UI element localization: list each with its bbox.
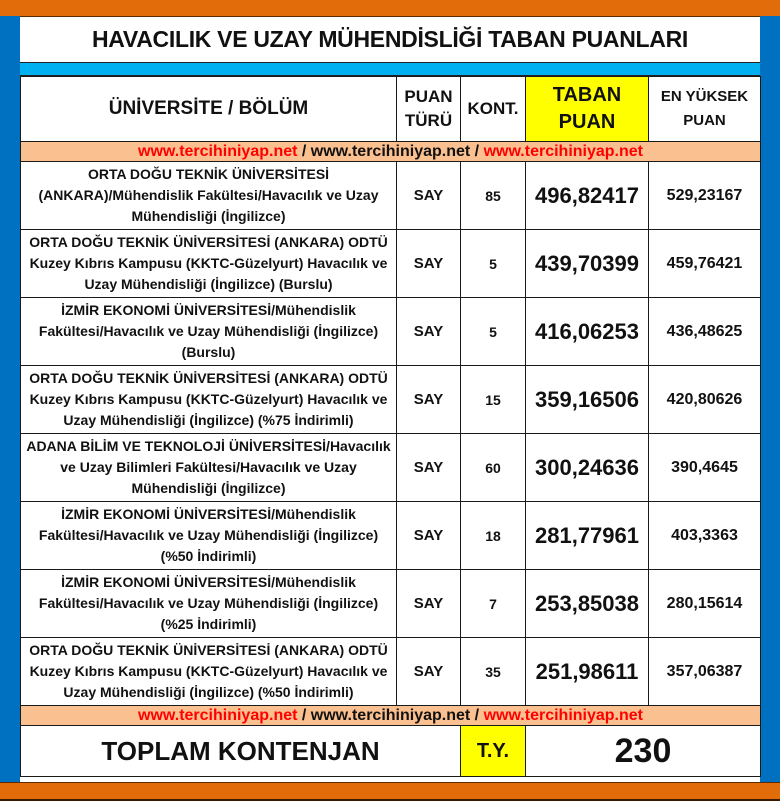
base-score: 251,98611 [526,638,649,706]
score-type: SAY [397,502,461,570]
base-score: 439,70399 [526,230,649,298]
quota: 5 [461,230,526,298]
base-score: 281,77961 [526,502,649,570]
link-cell [21,142,761,162]
table-row [21,502,761,570]
university-program: ORTA DOĞU TEKNİK ÜNİVERSİTESİ (ANKARA) ODTÜ Kuzey Kıbrıs Kampusu (KKTC-Güzelyurt) Havacılık ve Uzay Mühendisliği (İngilizce) (%75 İndirimli) [21,366,397,434]
score-type: SAY [397,366,461,434]
base-score: 300,24636 [526,434,649,502]
link-separator: / [470,143,484,160]
link-row-top [21,142,761,162]
max-score: 529,23167 [649,162,761,230]
max-score: 459,76421 [649,230,761,298]
header-base-score-line1: TABAN [552,84,622,106]
max-score: 390,4645 [649,434,761,502]
header-row [21,77,761,142]
link-cell [21,706,761,726]
university-program: ORTA DOĞU TEKNİK ÜNİVERSİTESİ (ANKARA)/Mühendislik Fakültesi/Havacılık ve Uzay Mühendisliği (İngilizce) [21,162,397,230]
table-row [21,230,761,298]
link-separator: / [470,707,484,724]
top-frame-bar [0,0,780,17]
header-university: ÜNİVERSİTE / BÖLÜM [21,77,397,142]
site-link[interactable]: www.tercihiniyap.net [138,707,298,724]
table-row [21,570,761,638]
site-link[interactable]: www.tercihiniyap.net [138,143,298,160]
score-type: SAY [397,230,461,298]
site-link[interactable]: www.tercihiniyap.net [310,143,471,160]
header-score-type-line1: PUAN [404,87,453,106]
table-row [21,366,761,434]
max-score: 436,48625 [649,298,761,366]
university-program: ORTA DOĞU TEKNİK ÜNİVERSİTESİ (ANKARA) ODTÜ Kuzey Kıbrıs Kampusu (KKTC-Güzelyurt) Havacılık ve Uzay Mühendisliği (İngilizce) (Burslu) [21,230,397,298]
base-score: 496,82417 [526,162,649,230]
header-score-type-line2: TÜRÜ [404,111,453,130]
header-max-score-line2: PUAN [683,112,726,129]
max-score: 280,15614 [649,570,761,638]
base-score: 416,06253 [526,298,649,366]
university-program: ORTA DOĞU TEKNİK ÜNİVERSİTESİ (ANKARA) ODTÜ Kuzey Kıbrıs Kampusu (KKTC-Güzelyurt) Havacılık ve Uzay Mühendisliği (İngilizce) (%50 İndirimli) [21,638,397,706]
max-score: 403,3363 [649,502,761,570]
site-link[interactable]: www.tercihiniyap.net [310,707,471,724]
total-row [21,726,761,777]
header-quota: KONT. [461,77,526,142]
quota: 5 [461,298,526,366]
left-frame-bar [0,16,20,782]
quota: 7 [461,570,526,638]
total-quota-label: TOPLAM KONTENJAN [21,726,461,777]
header-base-score-line2: PUAN [558,111,616,133]
quota: 35 [461,638,526,706]
header-score-type [397,77,461,142]
max-score: 357,06387 [649,638,761,706]
site-link[interactable]: www.tercihiniyap.net [483,143,643,160]
ty-label: T.Y. [461,726,526,777]
university-program: İZMİR EKONOMİ ÜNİVERSİTESİ/Mühendislik Fakültesi/Havacılık ve Uzay Mühendisliği (İngilizce) (Burslu) [21,298,397,366]
quota: 85 [461,162,526,230]
table-row [21,162,761,230]
header-max-score-line1: EN YÜKSEK [660,88,749,105]
site-link[interactable]: www.tercihiniyap.net [483,707,643,724]
link-row-bottom [21,706,761,726]
header-max-score [649,77,761,142]
quota: 18 [461,502,526,570]
university-program: İZMİR EKONOMİ ÜNİVERSİTESİ/Mühendislik Fakültesi/Havacılık ve Uzay Mühendisliği (İngilizce) (%50 İndirimli) [21,502,397,570]
right-frame-bar [760,16,780,782]
total-quota-value: 230 [526,726,761,777]
table-row [21,638,761,706]
divider-stripe [20,63,760,76]
score-type: SAY [397,570,461,638]
university-program: ADANA BİLİM VE TEKNOLOJİ ÜNİVERSİTESİ/Havacılık ve Uzay Bilimleri Fakültesi/Havacılık ve Uzay Mühendisliği (İngilizce) [21,434,397,502]
link-separator: / [297,707,311,724]
base-score: 253,85038 [526,570,649,638]
max-score: 420,80626 [649,366,761,434]
table-row [21,434,761,502]
link-separator: / [297,143,311,160]
score-sheet [20,17,760,782]
scores-table [20,76,761,777]
score-type: SAY [397,298,461,366]
bottom-frame-bar [0,782,780,801]
page-title: HAVACILIK VE UZAY MÜHENDİSLİĞİ TABAN PUANLARI [20,17,760,63]
table-row [21,298,761,366]
university-program: İZMİR EKONOMİ ÜNİVERSİTESİ/Mühendislik Fakültesi/Havacılık ve Uzay Mühendisliği (İngilizce) (%25 İndirimli) [21,570,397,638]
base-score: 359,16506 [526,366,649,434]
score-type: SAY [397,162,461,230]
score-type: SAY [397,638,461,706]
score-type: SAY [397,434,461,502]
quota: 15 [461,366,526,434]
header-base-score [526,77,649,142]
quota: 60 [461,434,526,502]
